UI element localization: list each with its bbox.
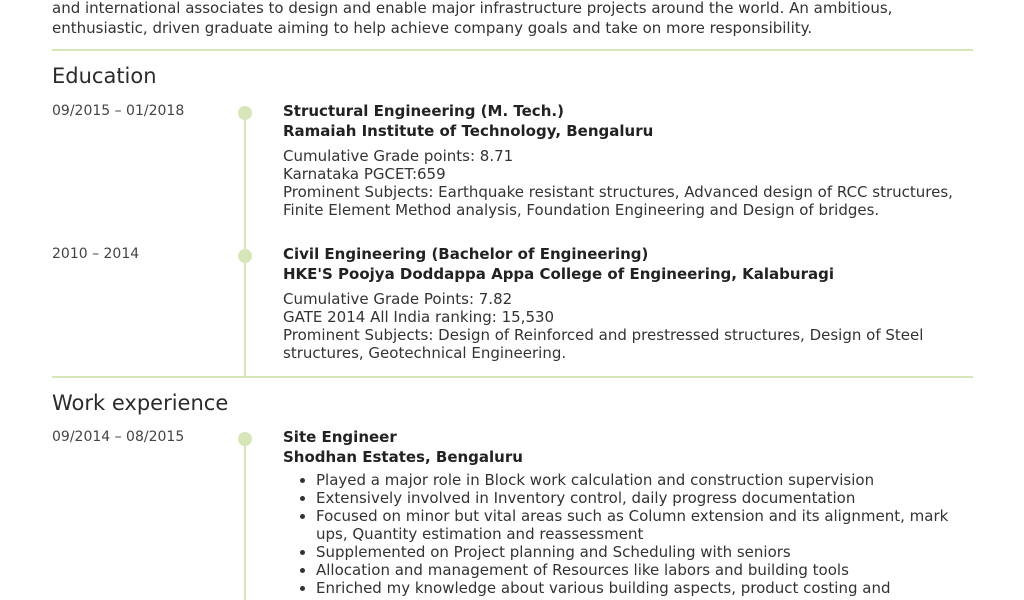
education-institution-1: Ramaiah Institute of Technology, Bengaluru [283,122,654,140]
list-item: • Allocation and management of Resources like labors and building tools [316,561,948,579]
education-detail: Cumulative Grade Points: 7.82 [283,290,513,308]
work-role-1: Site Engineer [283,428,397,446]
education-dates-1: 09/2015 – 01/2018 [52,103,185,119]
list-item: • Enriched my knowledge about various building aspects, product costing and [316,579,948,597]
timeline-dot [238,106,252,120]
list-item: • Supplemented on Project planning and Scheduling with seniors [316,543,948,561]
timeline-dot [238,249,252,263]
education-detail: GATE 2014 All India ranking: 15,530 [283,308,555,326]
timeline-line [244,436,246,600]
education-detail: Karnataka PGCET:659 [283,165,446,183]
timeline-line [244,110,246,378]
work-company-1: Shodhan Estates, Bengaluru [283,448,523,466]
education-degree-1: Structural Engineering (M. Tech.) [283,102,564,120]
section-divider [52,376,973,378]
education-detail: Prominent Subjects: Design of Reinforced and prestressed structures, Design of Steel [283,326,924,344]
section-title-work-experience: Work experience [52,391,229,415]
work-dates-1: 09/2014 – 08/2015 [52,429,185,445]
list-item: • Focused on minor but vital areas such as Column extension and its alignment, mark [316,507,948,525]
education-degree-2: Civil Engineering (Bachelor of Engineering) [283,245,649,263]
education-detail: Prominent Subjects: Earthquake resistant structures, Advanced design of RCC structures, [283,183,953,201]
work-responsibilities-list [283,471,948,597]
timeline-dot [238,432,252,446]
education-detail: Finite Element Method analysis, Foundation Engineering and Design of bridges. [283,201,880,219]
section-title-education: Education [52,64,157,88]
section-divider [52,49,973,51]
list-item-continuation: ups, Quantity estimation and reassessment [316,525,644,543]
education-detail: structures, Geotechnical Engineering. [283,344,567,362]
education-institution-2: HKE'S Poojya Doddappa Appa College of Engineering, Kalaburagi [283,265,834,283]
summary-line-1: and international associates to design and enable major infrastructure projects around the world. An ambitious, [52,0,893,17]
list-item: • Extensively involved in Inventory control, daily progress documentation [316,489,948,507]
education-detail: Cumulative Grade points: 8.71 [283,147,514,165]
summary-line-2: enthusiastic, driven graduate aiming to help achieve company goals and take on more responsibility. [52,19,813,37]
education-dates-2: 2010 – 2014 [52,246,140,262]
list-item: • Played a major role in Block work calculation and construction supervision [316,471,948,489]
